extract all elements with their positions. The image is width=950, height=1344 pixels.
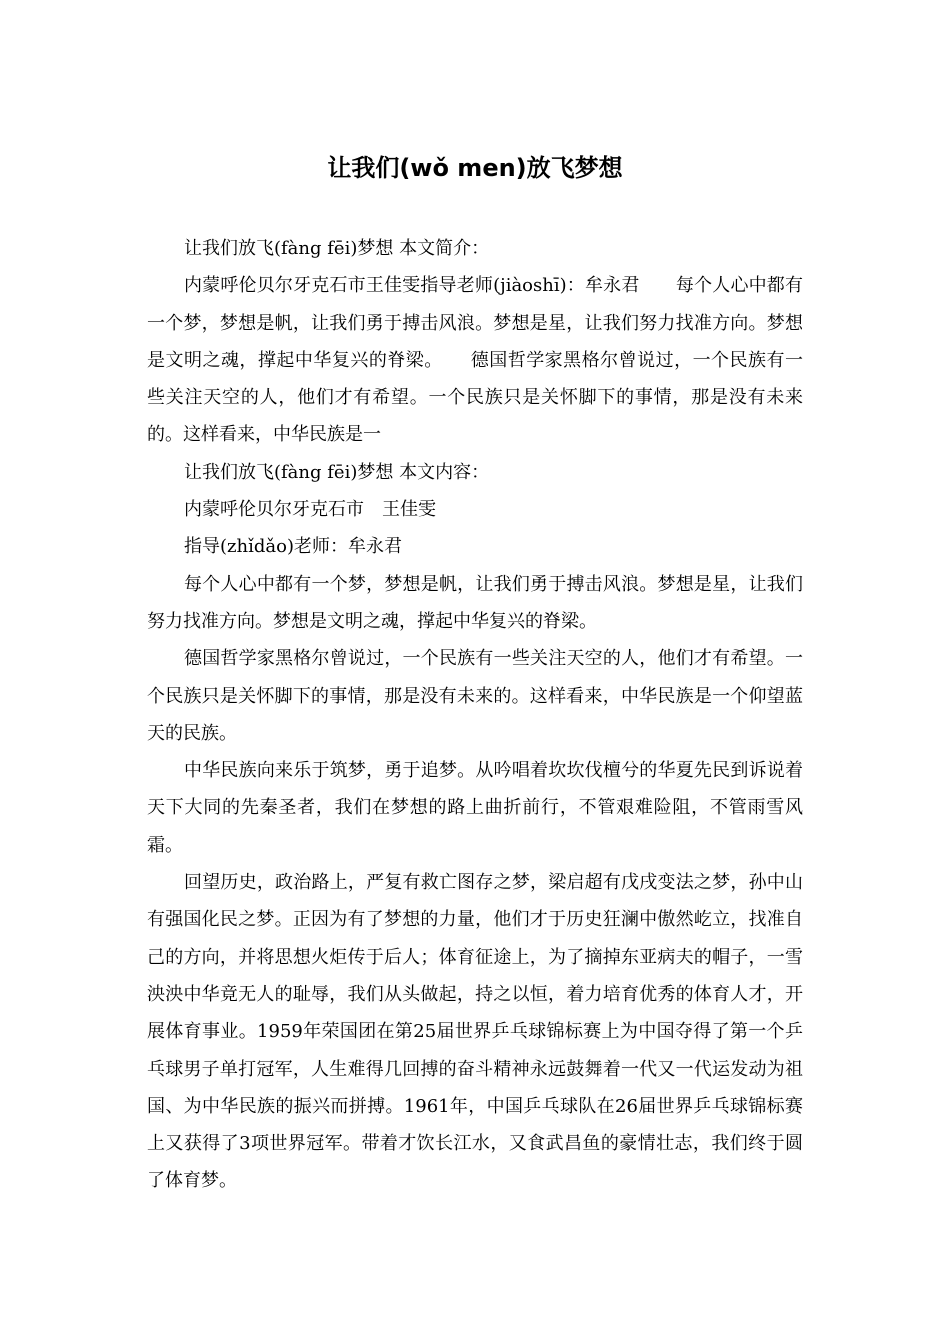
paragraph-author-location: 内蒙呼伦贝尔牙克石市 王佳雯 [184,499,436,521]
paragraph-intro-heading: 让我们放飞(fàng fēi)梦想 本文简介： [184,238,490,259]
paragraph-body: 德国哲学家黑格尔曾说过，一个民族有一些关注天空的人，他们才有希望。一个民族只是关怀脚下的事情，那是没有未来的。这样看来，中华民族是一个仰望蓝天的民族。 [147,648,803,744]
document-title: 让我们(wǒ men)放飞梦想 [327,154,623,182]
paragraph-body: 每个人心中都有一个梦，梦想是帆，让我们勇于搏击风浪。梦想是星，让我们努力找准方向。梦想是文明之魂，撑起中华复兴的脊梁。 [147,573,803,632]
document-body [147,230,803,1200]
paragraph-teacher: 指导(zhǐdǎo)老师：牟永君 [184,536,402,558]
paragraph-content-heading: 让我们放飞(fàng fēi)梦想 本文内容： [184,461,490,483]
paragraph-body: 中华民族向来乐于筑梦，勇于追梦。从吟唱着坎坎伐檀兮的华夏先民到诉说着天下大同的先秦圣者，我们在梦想的路上曲折前行，不管艰难险阻，不管雨雪风霜。 [147,760,803,856]
paragraph-body: 回望历史，政治路上，严复有救亡图存之梦，梁启超有戊戌变法之梦，孙中山有强国化民之梦。正因为有了梦想的力量，他们才于历史狂澜中傲然屹立，找准自己的方向，并将思想火炬传于后人；体育征途上，为了摘掉东亚病夫的帽子，一雪泱泱中华竟无人的耻辱，我们从头做起，持之以恒，着力培育优秀的体育人才，开展体育事业。1959年荣国团在第25届世界乒乓球锦标赛上为中国夺得了第一个乒乓球男子单打冠军，人生难得几回搏的奋斗精神永远鼓舞着一代又一代运发动为祖国、为中华民族的振兴而拼搏。1961年，中国乒乓球队在26届世界乒乓球锦标赛上又获得了3项世界冠军。带着才饮长江水，又食武昌鱼的豪情壮志，我们终于圆了体育梦。 [147,872,803,1192]
paragraph-intro-summary: 内蒙呼伦贝尔牙克石市王佳雯指导老师(jiàoshī)：牟永君 每个人心中都有一个梦，梦想是帆，让我们勇于搏击风浪。梦想是星，让我们努力找准方向。梦想是文明之魂，撑起中华复兴的脊梁。 德国哲学家黑格尔曾说过，一个民族有一些关注天空的人，他们才有希望。一个民族只是关怀脚下的事情，那是没有未来的。这样看来，中华民族是一 [147,275,803,446]
